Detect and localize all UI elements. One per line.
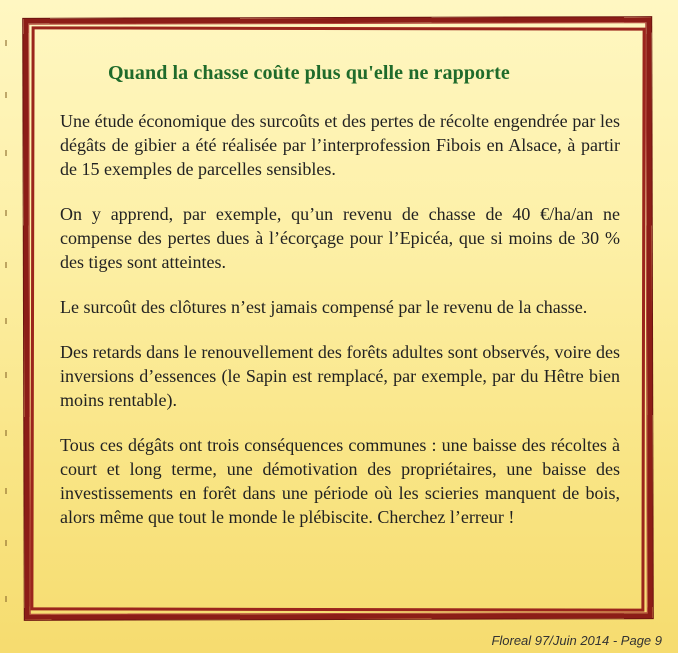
edge-mark: [5, 210, 7, 216]
article-paragraph: Tous ces dégâts ont trois conséquences communes : une baisse des récoltes à court et long terme, une démotivation des propriétaires, une baisse des investissements en forêt dans une période où les scieries manquent de bois, alors même que tout le monde le plébiscite. Cherchez l’erreur !: [60, 435, 620, 527]
article-paragraph: Des retards dans le renouvellement des forêts adultes sont observés, voire des inversions d’essences (le Sapin est remplacé, par exemple, par du Hêtre bien moins rentable).: [60, 342, 620, 410]
edge-mark: [5, 318, 7, 324]
article-paragraph: Une étude économique des surcoûts et des pertes de récolte engendrée par les dégâts de gibier a été réalisée par l’interprofession Fibois en Alsace, à partir de 15 exemples de parcelles sensibles.: [60, 111, 620, 179]
edge-mark: [5, 430, 7, 436]
edge-mark: [5, 488, 7, 494]
edge-mark: [5, 150, 7, 156]
article-paragraph: Le surcoût des clôtures n’est jamais compensé par le revenu de la chasse.: [60, 297, 588, 317]
edge-mark: [5, 262, 7, 268]
edge-mark: [5, 540, 7, 546]
edge-mark: [5, 40, 7, 46]
article-paragraph: On y apprend, par exemple, qu’un revenu de chasse de 40 €/ha/an ne compense des pertes dues à l’écorçage pour l’Epicéa, que si moins de 30 % des tiges sont atteintes.: [60, 204, 620, 272]
edge-mark: [5, 596, 7, 602]
edge-mark: [5, 92, 7, 98]
article-title: Quand la chasse coûte plus qu'elle ne rapporte: [108, 62, 510, 84]
page-footer: Floreal 97/Juin 2014 - Page 9: [491, 633, 662, 648]
article-box: [60, 58, 620, 529]
left-page-edge: [0, 0, 12, 653]
edge-mark: [5, 372, 7, 378]
